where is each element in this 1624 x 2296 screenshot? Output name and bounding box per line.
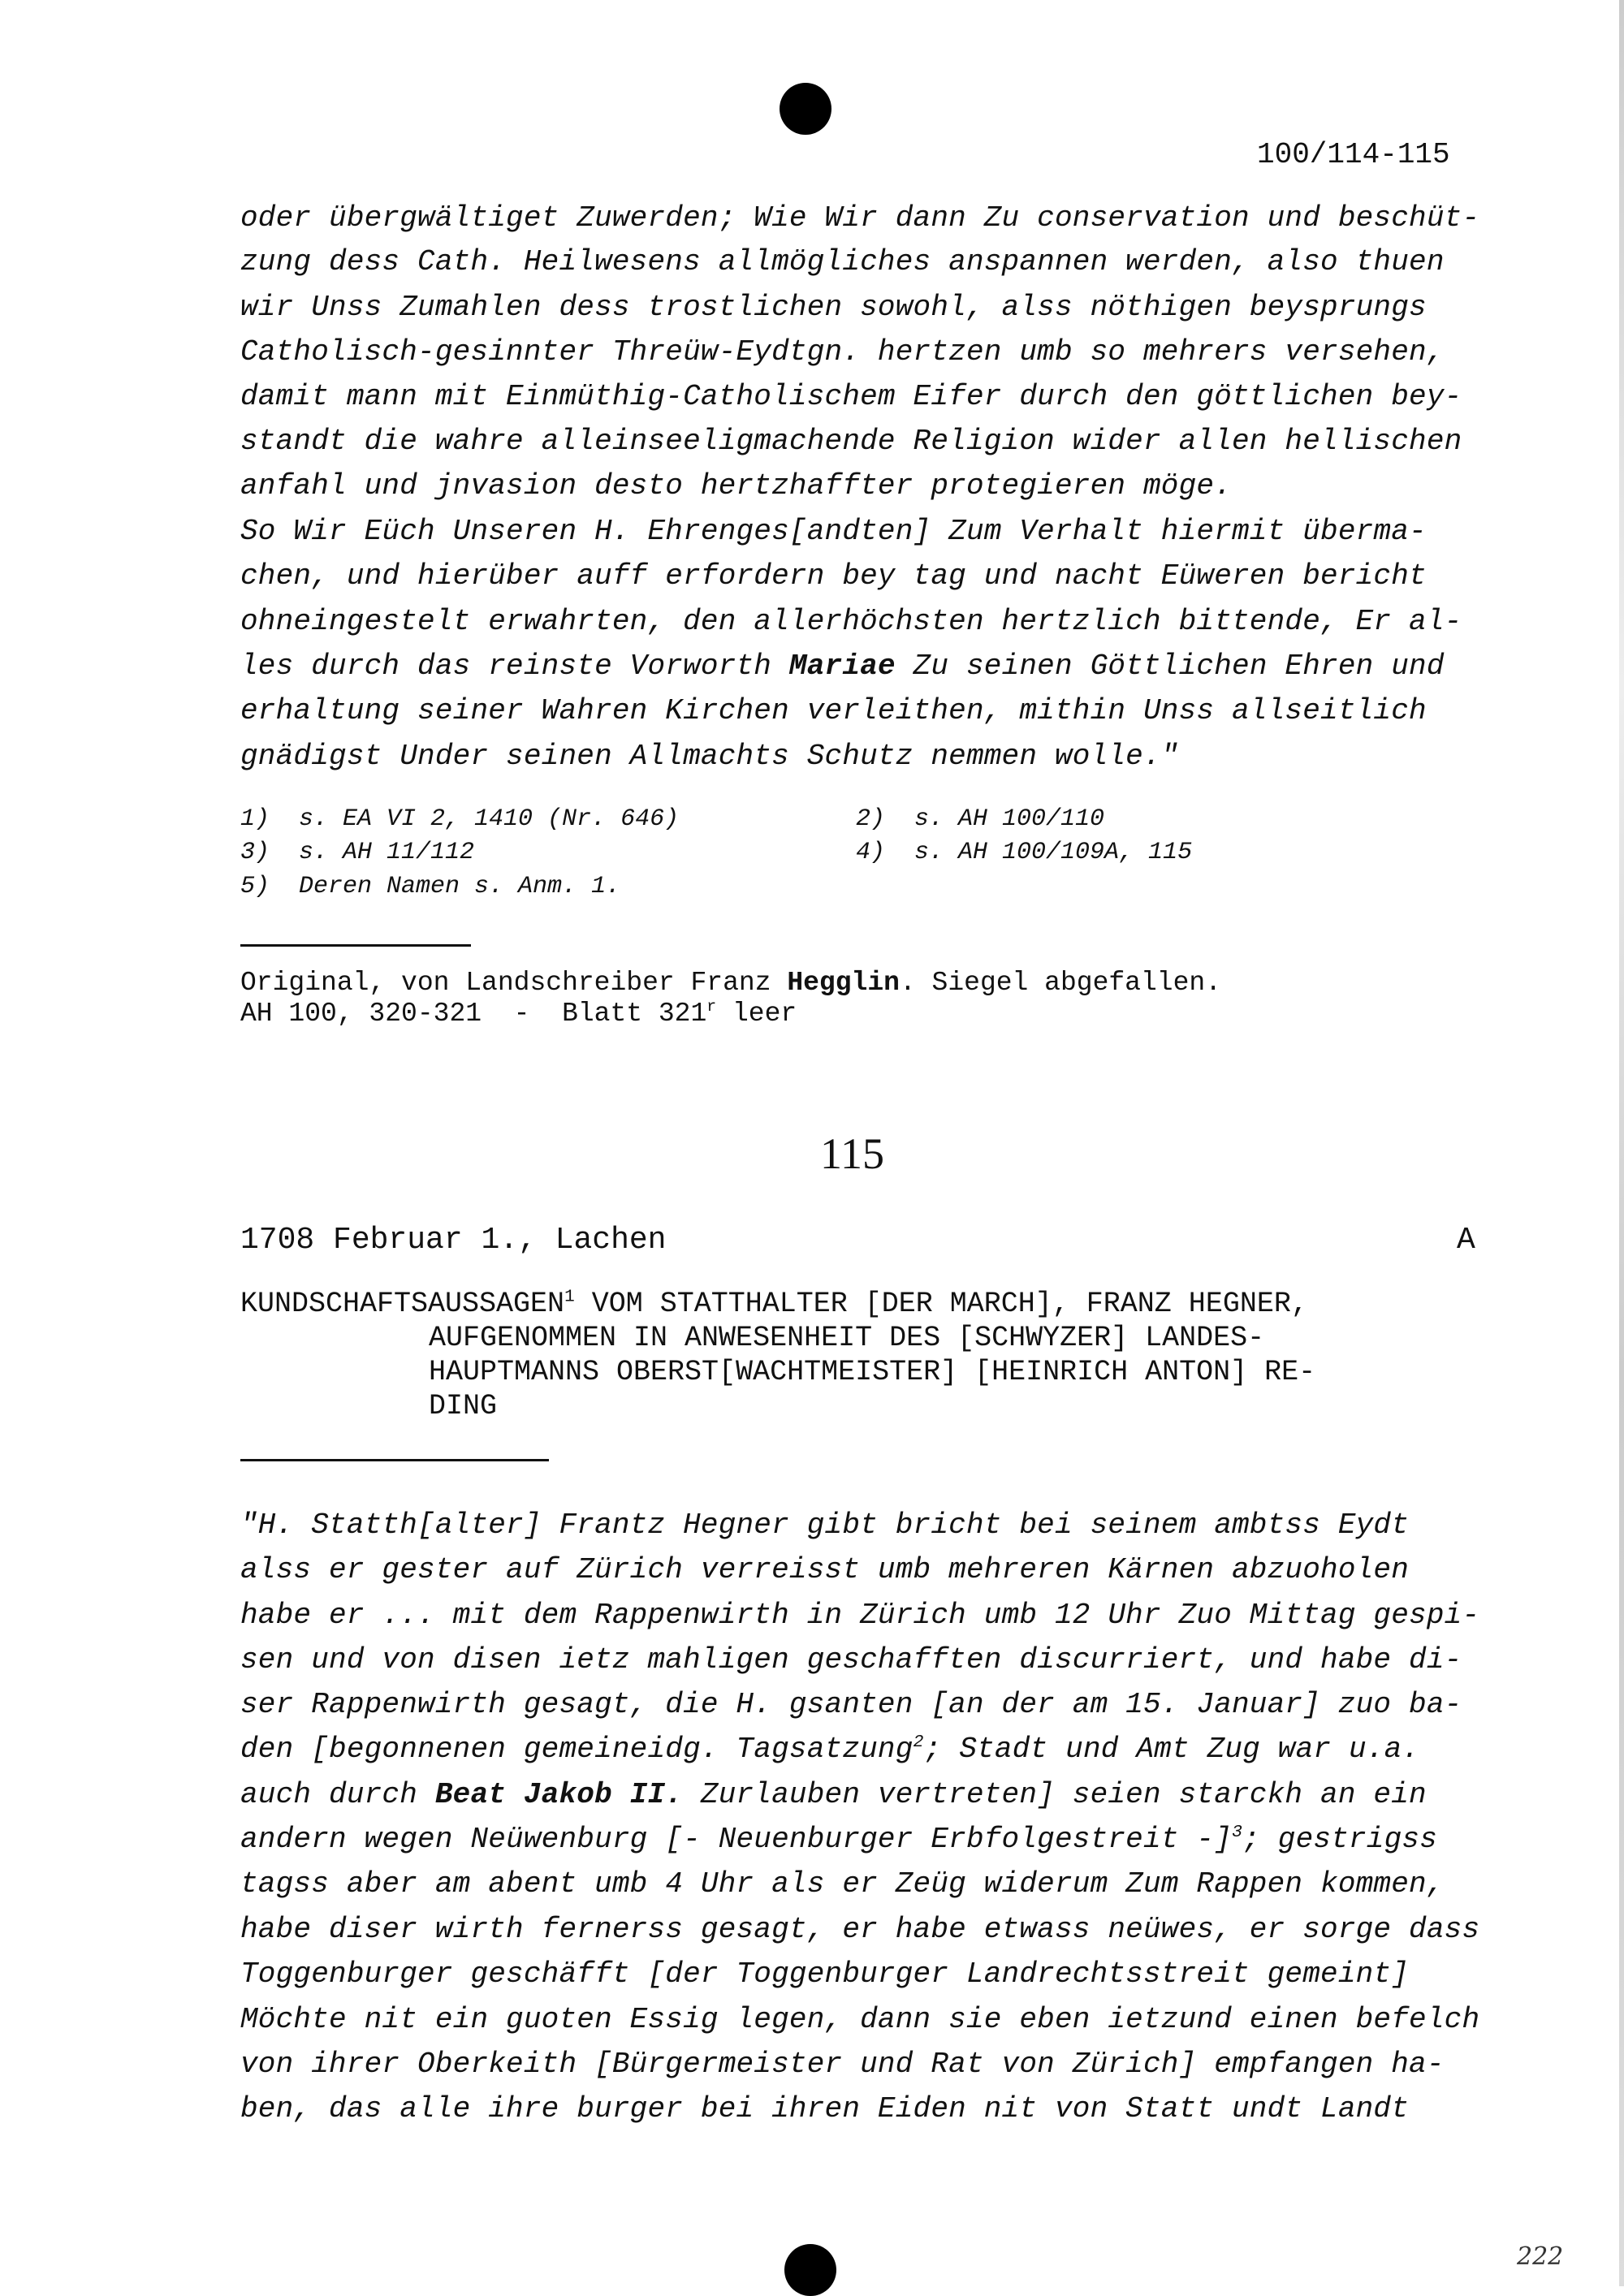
text-span: Zu seinen Göttlichen Ehren und bbox=[895, 650, 1445, 683]
title-line bbox=[240, 1288, 1308, 1320]
punch-hole-bottom bbox=[784, 2244, 836, 2296]
superscript: 1 bbox=[564, 1288, 575, 1307]
letter-line: anfahl und jnvasion desto hertzhaffter protegieren möge. bbox=[240, 469, 1232, 503]
text-span: Original, von Landschreiber Franz bbox=[240, 968, 788, 998]
text-span: andern wegen Neüwenburg [- Neuenburger Erbfolgestreit -] bbox=[240, 1823, 1232, 1856]
superscript: 2 bbox=[913, 1733, 924, 1752]
letter-line: zung dess Cath. Heilwesens allmögliches anspannen werden, also thuen bbox=[240, 245, 1445, 278]
body-line: habe er ... mit dem Rappenwirth in Zürich umb 12 Uhr Zuo Mittag gespi- bbox=[240, 1599, 1480, 1632]
body-line: alss er gester auf Zürich verreisst umb mehreren Kärnen abzuoholen bbox=[240, 1553, 1410, 1586]
body-line: tagss aber am abent umb 4 Uhr als er Zeüg widerum Zum Rappen kommen, bbox=[240, 1867, 1445, 1901]
text-span: AH 100, 320-321 - Blatt 321 bbox=[240, 999, 707, 1029]
letter-line: oder übergwältiget Zuwerden; Wie Wir dann Zu conservation und beschüt- bbox=[240, 201, 1480, 235]
letter-line: wir Unss Zumahlen dess trostlichen sowohl, alss nöthigen beysprungs bbox=[240, 291, 1427, 324]
letter-line: erhaltung seiner Wahren Kirchen verleithen, mithin Unss allseitlich bbox=[240, 694, 1427, 727]
letter-line: So Wir Eüch Unseren H. Ehrenges[andten] Zum Verhalt hiermit überma- bbox=[240, 515, 1427, 548]
scan-edge bbox=[1619, 0, 1624, 2286]
letter-line: gnädigst Under seinen Allmachts Schutz nemmen wolle." bbox=[240, 740, 1179, 773]
body-line: Toggenburger geschäfft [der Toggenburger Landrechtsstreit gemeint] bbox=[240, 1957, 1410, 1991]
page-reference: 100/114-115 bbox=[1257, 138, 1450, 171]
body-line: habe diser wirth fernerss gesagt, er habe etwass neüwes, er sorge dass bbox=[240, 1913, 1480, 1946]
text-span: . Siegel abgefallen. bbox=[899, 968, 1222, 998]
text-span: den [begonnenen gemeineidg. Tagsatzung bbox=[240, 1733, 914, 1766]
superscript: r bbox=[706, 998, 717, 1016]
document-number: 115 bbox=[820, 1129, 884, 1178]
superscript: 3 bbox=[1232, 1823, 1243, 1842]
text-span: KUNDSCHAFTSAUSSAGEN bbox=[240, 1288, 565, 1320]
body-line: sen und von disen ietz mahligen geschafften discurriert, und habe di- bbox=[240, 1643, 1462, 1677]
title-line: DING bbox=[429, 1390, 498, 1422]
body-line bbox=[240, 1733, 1419, 1766]
text-span: ; gestrigss bbox=[1242, 1823, 1438, 1856]
name-mariae: Mariae bbox=[788, 650, 896, 683]
text-span: VOM STATTHALTER [DER MARCH], FRANZ HEGNER, bbox=[574, 1288, 1308, 1320]
footnote-1: 1) s. EA VI 2, 1410 (Nr. 646) bbox=[240, 805, 680, 833]
name-hegglin: Hegglin bbox=[787, 968, 900, 998]
handwritten-page-mark: 222 bbox=[1517, 2242, 1564, 2271]
body-line: von ihrer Oberkeith [Bürgermeister und Rat von Zürich] empfangen ha- bbox=[240, 2048, 1445, 2081]
footnote-4: 4) s. AH 100/109A, 115 bbox=[856, 839, 1193, 866]
letter-line: ohneingestelt erwahrten, den allerhöchsten hertzlich bittende, Er al- bbox=[240, 605, 1462, 638]
body-line bbox=[240, 1778, 1427, 1811]
source-note bbox=[240, 968, 1221, 998]
archive-reference bbox=[240, 999, 797, 1029]
title-line: AUFGENOMMEN IN ANWESENHEIT DES [SCHWYZER] LANDES- bbox=[429, 1322, 1265, 1354]
punch-hole-top bbox=[780, 83, 831, 135]
letter-line: damit mann mit Einmüthig-Catholischem Eifer durch den göttlichen bey- bbox=[240, 380, 1462, 413]
body-line: ser Rappenwirth gesagt, die H. gsanten [an der am 15. Januar] zuo ba- bbox=[240, 1688, 1462, 1721]
footnote-3: 3) s. AH 11/112 bbox=[240, 839, 475, 866]
body-line bbox=[240, 1823, 1437, 1856]
body-line: "H. Statth[alter] Frantz Hegner gibt bricht bei seinem ambtss Eydt bbox=[240, 1508, 1410, 1542]
text-span: leer bbox=[716, 999, 797, 1029]
text-span: Zurlauben vertreten] seien starckh an ein bbox=[683, 1778, 1427, 1811]
letter-line: chen, und hierüber auff erfordern bey tag und nacht Eüweren bericht bbox=[240, 559, 1427, 593]
text-span: les durch das reinste Vorworth bbox=[240, 650, 789, 683]
text-span: auch durch bbox=[240, 1778, 435, 1811]
date-place: 1708 Februar 1., Lachen bbox=[240, 1223, 667, 1258]
divider bbox=[240, 1459, 549, 1461]
letter-line: standt die wahre alleinseeligmachende Religion wider allen hellischen bbox=[240, 425, 1462, 458]
footnote-2: 2) s. AH 100/110 bbox=[856, 805, 1105, 833]
divider bbox=[240, 944, 471, 947]
name-beat-jakob: Beat Jakob II. bbox=[434, 1778, 684, 1811]
letter-line: Catholisch-gesinnter Threüw-Eydtgn. hertzen umb so mehrers versehen, bbox=[240, 335, 1445, 369]
letter-line bbox=[240, 650, 1445, 683]
title-line: HAUPTMANNS OBERST[WACHTMEISTER] [HEINRICH ANTON] RE- bbox=[429, 1356, 1316, 1388]
footnote-5: 5) Deren Namen s. Anm. 1. bbox=[240, 873, 621, 900]
body-line: Möchte nit ein guoten Essig legen, dann sie eben ietzund einen befelch bbox=[240, 2003, 1480, 2036]
document-type: A bbox=[1457, 1223, 1475, 1258]
body-line: ben, das alle ihre burger bei ihren Eiden nit von Statt undt Landt bbox=[240, 2092, 1410, 2126]
text-span: ; Stadt und Amt Zug war u.a. bbox=[923, 1733, 1420, 1766]
